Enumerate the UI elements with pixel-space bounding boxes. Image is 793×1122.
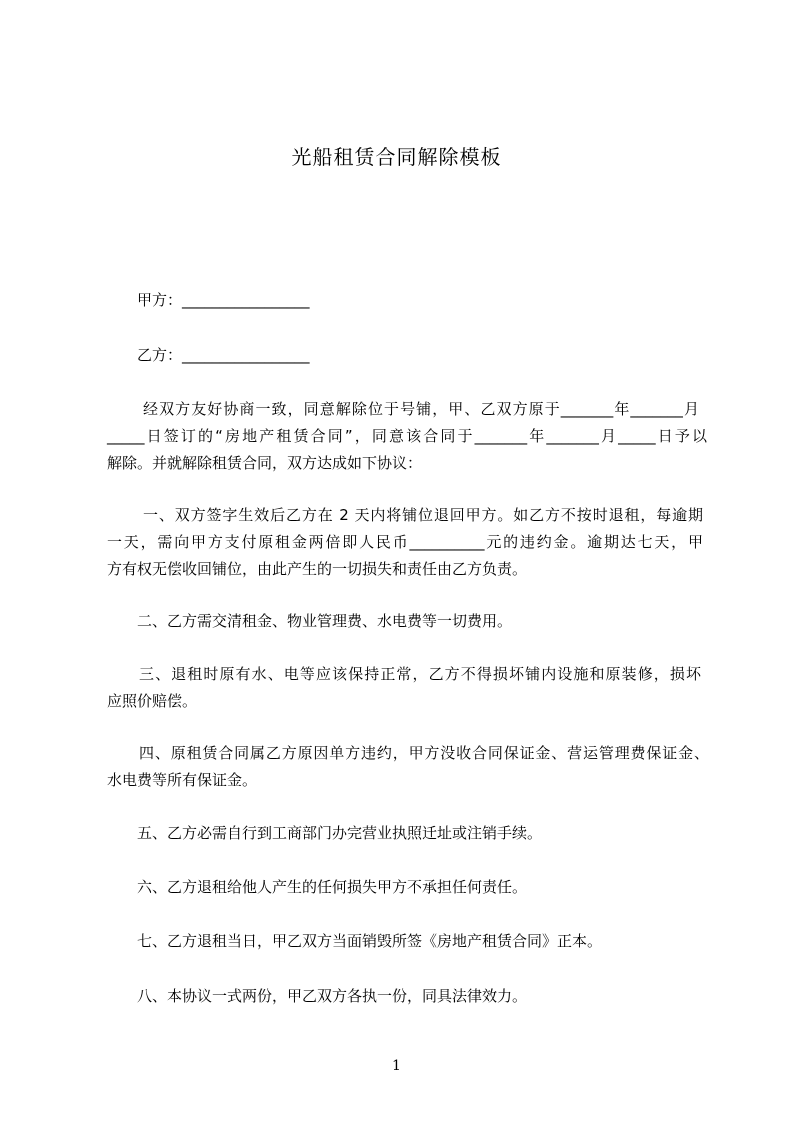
clause-5: 五、乙方必需自行到工商部门办完营业执照迁址或注销手续。: [137, 824, 543, 842]
document-title: 光船租赁合同解除模板: [291, 145, 502, 169]
clause-1-line-1: 一、双方签字生效后乙方在 2 天内将铺位退回甲方。如乙方不按时退租，每逾期: [143, 506, 703, 524]
page-number: 1: [392, 1058, 401, 1074]
intro-line-1: 经双方友好协商一致，同意解除位于号铺，甲、乙双方原于_______年_______月: [143, 400, 699, 418]
clause-2: 二、乙方需交清租金、物业管理费、水电费等一切费用。: [137, 612, 513, 630]
clause-3-line-1: 三、退租时原有水、电等应该保持正常，乙方不得损坏铺内设施和原装修，损坏: [139, 665, 701, 683]
clause-4-line-1: 四、原租赁合同属乙方原因单方违约，甲方没收合同保证金、营运管理费保证金、: [139, 744, 709, 762]
clause-1-line-3: 方有权无偿收回铺位，由此产生的一切损失和责任由乙方负责。: [107, 560, 528, 578]
intro-line-3: 解除。并就解除租赁合同，双方达成如下协议：: [107, 454, 423, 472]
party-b-line: 乙方：_________________: [137, 346, 310, 364]
clause-1-line-2: 一天，需向甲方支付原租金两倍即人民币__________元的违约金。逾期达七天，甲: [107, 533, 703, 551]
clause-3-line-2: 应照价赔偿。: [107, 692, 198, 710]
clause-7: 七、乙方退租当日，甲乙双方当面销毁所签《房地产租赁合同》正本。: [137, 932, 603, 950]
intro-line-2: _____日签订的“房地产租赁合同”，同意该合同于_______年_______月_____日予以: [107, 427, 707, 445]
party-a-line: 甲方：_________________: [137, 291, 310, 309]
clause-6: 六、乙方退租给他人产生的任何损失甲方不承担任何责任。: [137, 878, 528, 896]
clause-4-line-2: 水电费等所有保证金。: [107, 771, 258, 789]
clause-8: 八、本协议一式两份，甲乙双方各执一份，同具法律效力。: [137, 987, 528, 1005]
